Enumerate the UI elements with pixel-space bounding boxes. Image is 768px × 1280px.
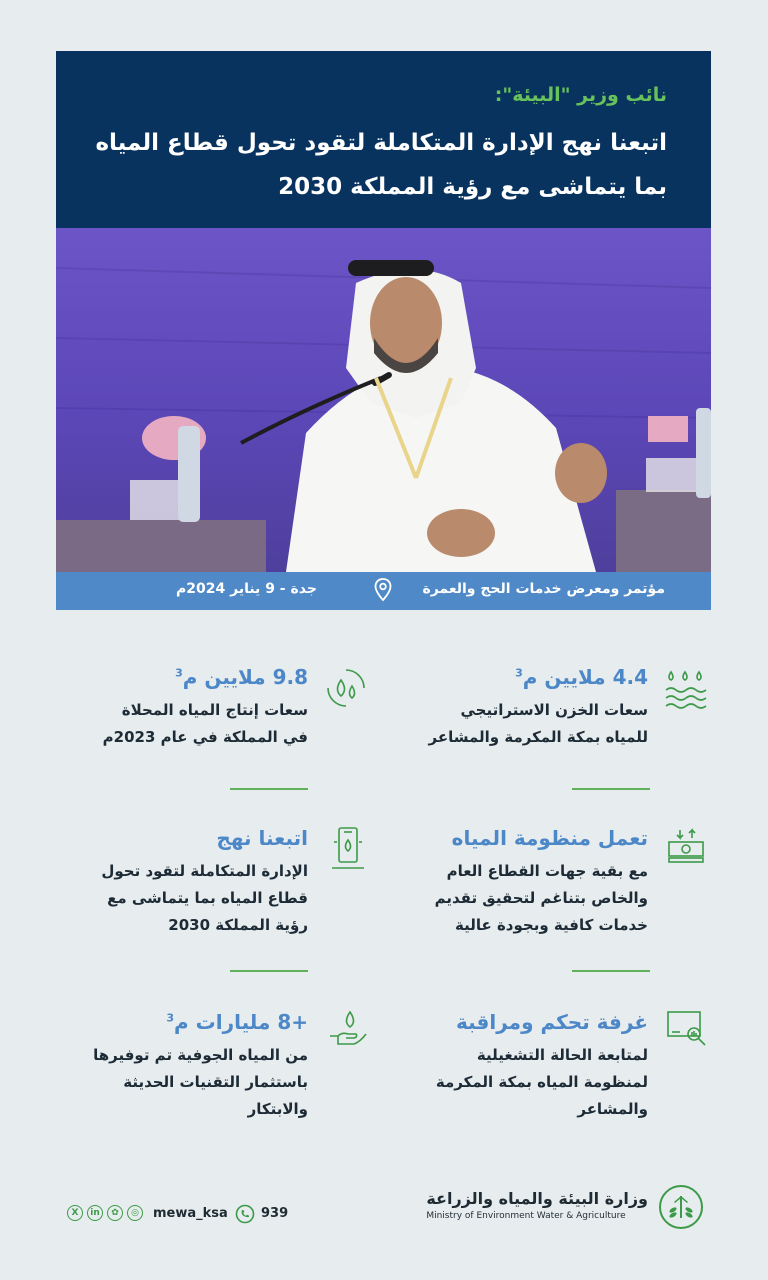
header-kicker: نائب وزير "البيئة": bbox=[494, 84, 667, 106]
ministry-logo-icon bbox=[658, 1184, 704, 1230]
stat-title: +8 مليارات م$^3$ bbox=[166, 1010, 308, 1034]
divider bbox=[230, 970, 308, 972]
ministry-name bbox=[426, 1189, 648, 1221]
x-icon[interactable]: X bbox=[67, 1205, 83, 1221]
money-exchange-icon bbox=[666, 828, 706, 864]
divider bbox=[572, 970, 650, 972]
water-waves-icon bbox=[664, 668, 708, 712]
header-banner bbox=[56, 51, 711, 228]
headline: اتبعنا نهج الإدارة المتكاملة لتقود تحول قطاع المياه بما يتماشى مع رؤية المملكة 2030 bbox=[95, 130, 667, 200]
event-name: مؤتمر ومعرض خدمات الحج والعمرة bbox=[422, 581, 665, 597]
monitor-search-icon bbox=[666, 1010, 708, 1048]
stat-storage-capacity bbox=[368, 665, 648, 751]
stat-title: 4.4 ملايين م$^3$ bbox=[515, 665, 648, 689]
instagram-icon[interactable]: ◎ bbox=[127, 1205, 143, 1221]
linkedin-icon[interactable]: in bbox=[87, 1205, 103, 1221]
event-location-date: جدة - 9 يناير 2024م bbox=[176, 581, 317, 597]
social-links bbox=[67, 1205, 143, 1221]
divider bbox=[572, 788, 650, 790]
mobile-water-icon bbox=[330, 826, 366, 870]
stat-title: تعمل منظومة المياه bbox=[451, 826, 648, 850]
divider bbox=[230, 788, 308, 790]
stat-control-room bbox=[368, 1010, 648, 1123]
phone-icon bbox=[235, 1204, 255, 1224]
stat-body: من المياه الجوفية تم توفيرها باستثمار التقنيات الحديثة والابتكار bbox=[93, 1046, 308, 1118]
stat-integrated-approach bbox=[48, 826, 308, 939]
stat-groundwater-saved bbox=[48, 1010, 308, 1123]
speaker-photo bbox=[56, 228, 711, 572]
stat-body: الإدارة المتكاملة لتقود تحول قطاع المياه بما يتماشى مع رؤية المملكة 2030 bbox=[101, 862, 308, 934]
stat-body: سعات الخزن الاستراتيجي للمياه بمكة المكرمة والمشاعر bbox=[428, 701, 648, 746]
stat-body: سعات إنتاج المياه المحلاة في المملكة في عام 2023م bbox=[102, 701, 308, 746]
social-handle[interactable]: mewa_ksa bbox=[153, 1206, 228, 1221]
water-drops-icon bbox=[326, 668, 366, 708]
stat-title: غرفة تحكم ومراقبة bbox=[456, 1010, 648, 1034]
stat-title: 9.8 ملايين م$^3$ bbox=[175, 665, 308, 689]
caption-bar bbox=[56, 572, 711, 610]
stat-water-system bbox=[368, 826, 648, 939]
stat-body: مع بقية جهات القطاع العام والخاص بتناغم لتحقيق تقديم خدمات كافية وبجودة عالية bbox=[434, 862, 648, 934]
ministry-name-en: Ministry of Environment Water & Agriculture bbox=[426, 1211, 626, 1221]
location-pin-icon bbox=[374, 578, 392, 602]
stat-title: اتبعنا نهج bbox=[216, 826, 308, 850]
hand-drop-icon bbox=[328, 1010, 368, 1050]
snapchat-icon[interactable]: ✿ bbox=[107, 1205, 123, 1221]
stat-body: لمتابعة الحالة التشغيلية لمنظومة المياه بمكة المكرمة والمشاعر bbox=[435, 1046, 648, 1118]
ministry-name-ar: وزارة البيئة والمياه والزراعة bbox=[426, 1189, 648, 1208]
phone-number[interactable]: 939 bbox=[261, 1206, 289, 1221]
stat-desalination-capacity bbox=[48, 665, 308, 751]
